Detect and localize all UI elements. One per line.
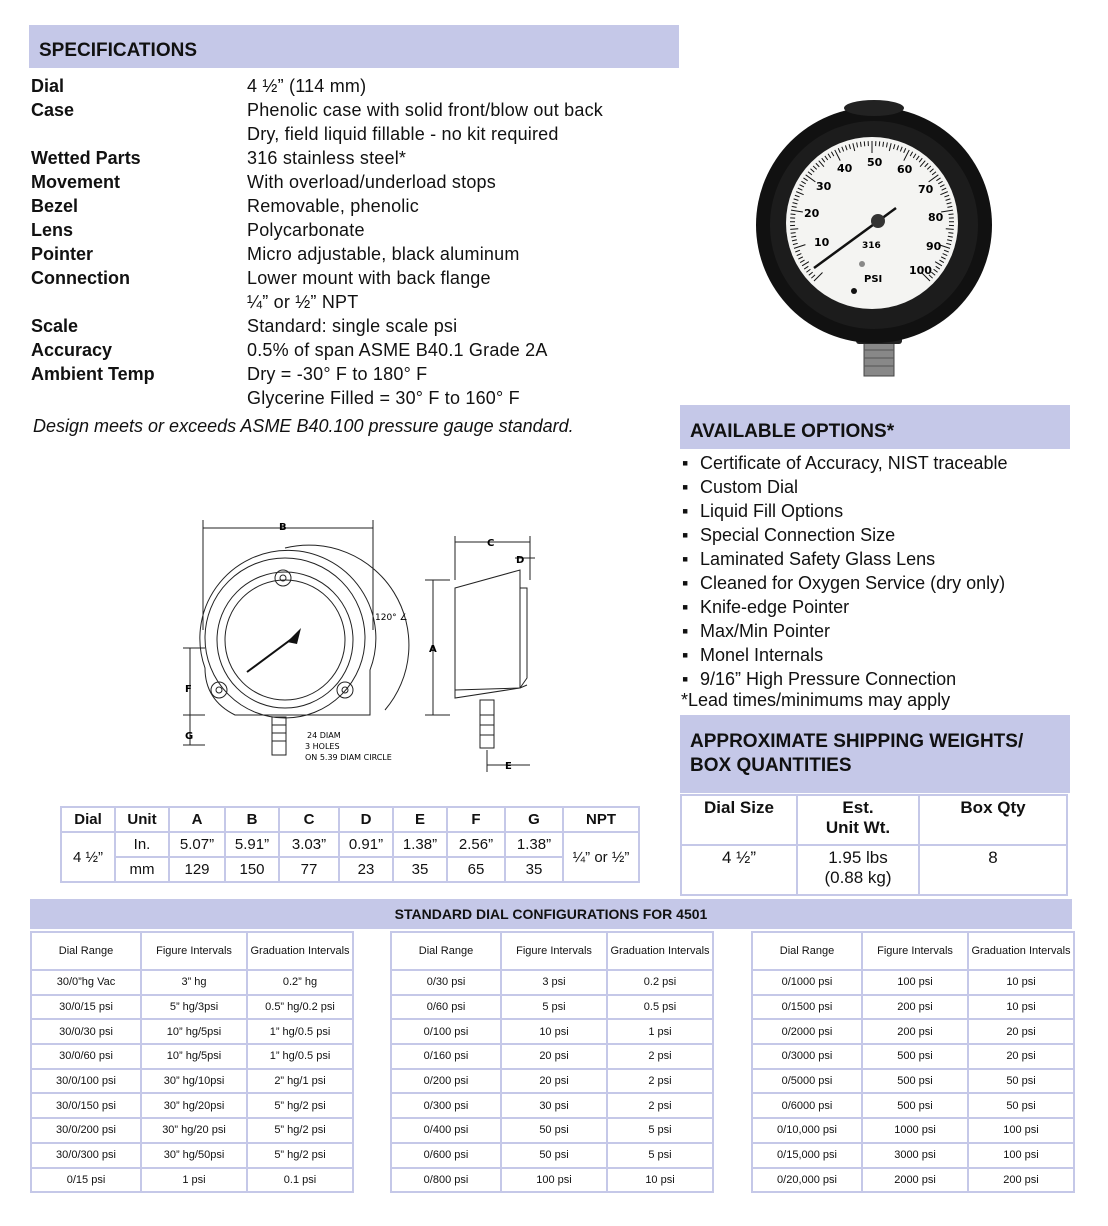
table-cell: 2 psi xyxy=(608,1070,712,1093)
spec-row: Case Phenolic case with solid front/blow out back xyxy=(31,100,603,120)
table-row xyxy=(32,1045,352,1068)
dimension-drawing xyxy=(175,510,555,780)
spec-row: Bezel Removable, phenolic xyxy=(31,196,419,216)
asme-note: Design meets or exceeds ASME B40.100 pressure gauge standard. xyxy=(33,416,574,436)
list-item: ▪ Custom Dial xyxy=(682,477,799,497)
table-header-row: Dial Range Figure Intervals Graduation Intervals xyxy=(32,933,352,969)
table-cell: 200 psi xyxy=(969,1169,1073,1192)
table-row: mm 129 150 77 23 35 65 35 xyxy=(62,858,638,881)
table-cell: 2 psi xyxy=(608,1045,712,1068)
table-row xyxy=(392,996,712,1019)
holes-line-2: 3 HOLES xyxy=(305,742,340,751)
specifications-list xyxy=(31,74,603,410)
table-row xyxy=(753,1094,1073,1117)
table-cell: 1” hg/0.5 psi xyxy=(248,1045,352,1068)
label-d: D xyxy=(516,555,525,566)
table-cell: 10 psi xyxy=(969,996,1073,1019)
table-cell: 2” hg/1 psi xyxy=(248,1070,352,1093)
table-cell: 50 psi xyxy=(502,1119,606,1142)
table-cell: 3000 psi xyxy=(863,1144,967,1167)
table-cell: 0/600 psi xyxy=(392,1144,500,1167)
spec-row: Scale Standard: single scale psi xyxy=(31,316,458,336)
table-row xyxy=(392,1020,712,1043)
configurations-title: STANDARD DIAL CONFIGURATIONS FOR 4501 xyxy=(30,899,1072,929)
bullet-icon: ▪ xyxy=(682,645,689,665)
table-cell: 0/15 psi xyxy=(32,1169,140,1192)
table-row xyxy=(32,1144,352,1167)
spec-row: Dry, field liquid fillable - no kit required xyxy=(247,124,559,144)
table-row: 4 ½” 1.95 lbs (0.88 kg) 8 xyxy=(682,846,1066,894)
label-g: G xyxy=(185,731,194,742)
table-cell: 10” hg/5psi xyxy=(142,1020,246,1043)
table-row xyxy=(32,1169,352,1192)
table-cell: 20 psi xyxy=(969,1045,1073,1068)
gauge-unit-text: PSI xyxy=(864,274,883,285)
gauge-tick-70: 70 xyxy=(918,183,934,196)
table-row xyxy=(32,1020,352,1043)
bullet-icon: ▪ xyxy=(682,549,689,569)
table-cell: 0.5 psi xyxy=(608,996,712,1019)
label-c: C xyxy=(487,538,495,549)
table-header-row: Dial Unit A B C D E F G NPT xyxy=(62,808,638,831)
table-row xyxy=(753,1070,1073,1093)
table-cell: 2 psi xyxy=(608,1094,712,1117)
table-cell: 1 psi xyxy=(608,1020,712,1043)
config-table-2 xyxy=(390,931,714,1193)
table-cell: 0/30 psi xyxy=(392,971,500,994)
table-cell: 0/1000 psi xyxy=(753,971,861,994)
table-row xyxy=(753,1045,1073,1068)
table-cell: 30/0/300 psi xyxy=(32,1144,140,1167)
bullet-icon: ▪ xyxy=(682,573,689,593)
table-row xyxy=(392,1169,712,1192)
table-cell: 0.2” hg xyxy=(248,971,352,994)
table-cell: 100 psi xyxy=(863,971,967,994)
table-row xyxy=(753,996,1073,1019)
label-e: E xyxy=(505,761,512,772)
table-cell: 200 psi xyxy=(863,1020,967,1043)
table-cell: 0/100 psi xyxy=(392,1020,500,1043)
table-cell: 0/800 psi xyxy=(392,1169,500,1192)
table-cell: 5” hg/3psi xyxy=(142,996,246,1019)
table-cell: 50 psi xyxy=(969,1070,1073,1093)
list-item: ▪ Knife-edge Pointer xyxy=(682,597,850,617)
table-cell: 5” hg/2 psi xyxy=(248,1144,352,1167)
gauge-tick-60: 60 xyxy=(897,163,913,176)
table-cell: 30 psi xyxy=(502,1094,606,1117)
gauge-center-text: 316 xyxy=(862,241,881,251)
dimensions-table xyxy=(60,806,640,883)
table-cell: 20 psi xyxy=(502,1045,606,1068)
gauge-tick-30: 30 xyxy=(816,180,832,193)
gauge-tick-20: 20 xyxy=(804,207,820,220)
table-cell: 30/0/200 psi xyxy=(32,1119,140,1142)
table-cell: 1000 psi xyxy=(863,1119,967,1142)
gauge-tick-10: 10 xyxy=(814,236,830,249)
table-cell: 0/160 psi xyxy=(392,1045,500,1068)
table-cell: 0/400 psi xyxy=(392,1119,500,1142)
list-item: ▪ Liquid Fill Options xyxy=(682,501,844,521)
table-cell: 20 psi xyxy=(969,1020,1073,1043)
table-cell: 30/0/100 psi xyxy=(32,1070,140,1093)
label-b: B xyxy=(279,522,287,533)
gauge-photo xyxy=(754,100,1004,380)
list-item: ▪ Certificate of Accuracy, NIST traceable xyxy=(682,453,1008,473)
table-cell: 30” hg/50psi xyxy=(142,1144,246,1167)
label-f: F xyxy=(185,684,192,695)
gauge-tick-100: 100 xyxy=(909,264,932,277)
options-heading: AVAILABLE OPTIONS* xyxy=(690,421,895,442)
list-item: ▪ Monel Internals xyxy=(682,645,824,665)
shipping-heading-2: BOX QUANTITIES xyxy=(690,755,852,776)
table-cell: 10 psi xyxy=(502,1020,606,1043)
table-cell: 5” hg/2 psi xyxy=(248,1119,352,1142)
bullet-icon: ▪ xyxy=(682,453,689,473)
table-cell: 30/0/15 psi xyxy=(32,996,140,1019)
spec-row: Connection Lower mount with back flange xyxy=(31,268,491,288)
table-cell: 0/20,000 psi xyxy=(753,1169,861,1192)
spec-row: Glycerine Filled = 30° F to 160° F xyxy=(247,388,520,408)
table-row xyxy=(392,1144,712,1167)
gauge-tick-80: 80 xyxy=(928,211,944,224)
options-list xyxy=(680,451,1007,691)
table-cell: 1” hg/0.5 psi xyxy=(248,1020,352,1043)
bullet-icon: ▪ xyxy=(682,525,689,545)
bullet-icon: ▪ xyxy=(682,477,689,497)
table-cell: 0.5” hg/0.2 psi xyxy=(248,996,352,1019)
table-row xyxy=(753,1020,1073,1043)
table-cell: 50 psi xyxy=(502,1144,606,1167)
table-cell: 30” hg/20psi xyxy=(142,1094,246,1117)
table-cell: 0/1500 psi xyxy=(753,996,861,1019)
specifications-heading: SPECIFICATIONS xyxy=(39,40,197,61)
table-cell: 0.2 psi xyxy=(608,971,712,994)
table-row xyxy=(392,971,712,994)
table-cell: 0/60 psi xyxy=(392,996,500,1019)
table-row xyxy=(753,1169,1073,1192)
shipping-heading-1: APPROXIMATE SHIPPING WEIGHTS/ xyxy=(690,731,1024,752)
table-cell: 3 psi xyxy=(502,971,606,994)
table-header-row: Dial Range Figure Intervals Graduation Intervals xyxy=(392,933,712,969)
table-cell: 500 psi xyxy=(863,1094,967,1117)
table-header-row: Dial Size Est. Unit Wt. Box Qty xyxy=(682,796,1066,844)
table-row xyxy=(32,1119,352,1142)
table-cell: 10 psi xyxy=(969,971,1073,994)
table-header-row: Dial Range Figure Intervals Graduation Intervals xyxy=(753,933,1073,969)
table-cell: 100 psi xyxy=(969,1144,1073,1167)
list-item: ▪ Laminated Safety Glass Lens xyxy=(682,549,936,569)
table-cell: 5” hg/2 psi xyxy=(248,1094,352,1117)
holes-line-1: 24 DIAM xyxy=(307,731,341,740)
label-a: A xyxy=(429,644,437,655)
table-row xyxy=(32,971,352,994)
table-cell: 5 psi xyxy=(608,1119,712,1142)
table-cell: 30” hg/10psi xyxy=(142,1070,246,1093)
table-cell: 0.1 psi xyxy=(248,1169,352,1192)
angle-label: 120° ∠ xyxy=(375,613,408,623)
table-row xyxy=(32,1070,352,1093)
list-item: ▪ Cleaned for Oxygen Service (dry only) xyxy=(682,573,1006,593)
options-note: *Lead times/minimums may apply xyxy=(681,690,951,710)
table-cell: 5 psi xyxy=(608,1144,712,1167)
table-cell: 0/6000 psi xyxy=(753,1094,861,1117)
table-cell: 0/15,000 psi xyxy=(753,1144,861,1167)
table-cell: 30/0”hg Vac xyxy=(32,971,140,994)
spec-row: Ambient Temp Dry = -30° F to 180° F xyxy=(31,364,428,384)
table-row xyxy=(753,971,1073,994)
table-cell: 2000 psi xyxy=(863,1169,967,1192)
shipping-table xyxy=(680,794,1068,896)
specifications-header xyxy=(29,25,679,68)
table-cell: 50 psi xyxy=(969,1094,1073,1117)
bullet-icon: ▪ xyxy=(682,501,689,521)
table-cell: 30/0/150 psi xyxy=(32,1094,140,1117)
list-item: ▪ Special Connection Size xyxy=(682,525,896,545)
table-cell: 0/2000 psi xyxy=(753,1020,861,1043)
table-cell: 5 psi xyxy=(502,996,606,1019)
list-item: ▪ Max/Min Pointer xyxy=(682,621,831,641)
table-cell: 0/200 psi xyxy=(392,1070,500,1093)
table-cell: 200 psi xyxy=(863,996,967,1019)
table-row xyxy=(392,1119,712,1142)
bullet-icon: ▪ xyxy=(682,621,689,641)
table-cell: 20 psi xyxy=(502,1070,606,1093)
gauge-tick-40: 40 xyxy=(837,162,853,175)
table-cell: 0/5000 psi xyxy=(753,1070,861,1093)
table-cell: 0/10,000 psi xyxy=(753,1119,861,1142)
spec-row: Pointer Micro adjustable, black aluminum xyxy=(31,244,520,264)
bullet-icon: ▪ xyxy=(682,669,689,689)
config-table-1 xyxy=(30,931,354,1193)
config-table-3 xyxy=(751,931,1075,1193)
table-row xyxy=(392,1045,712,1068)
table-row xyxy=(392,1070,712,1093)
spec-row: ¼” or ½” NPT xyxy=(247,292,359,312)
table-cell: 100 psi xyxy=(502,1169,606,1192)
spec-row: Dial 4 ½” (114 mm) xyxy=(31,76,367,96)
table-row xyxy=(32,1094,352,1117)
table-cell: 500 psi xyxy=(863,1070,967,1093)
table-cell: 3” hg xyxy=(142,971,246,994)
table-cell: 0/300 psi xyxy=(392,1094,500,1117)
table-cell: 10” hg/5psi xyxy=(142,1045,246,1068)
table-cell: 1 psi xyxy=(142,1169,246,1192)
spec-row: Wetted Parts 316 stainless steel* xyxy=(31,148,407,168)
holes-line-3: ON 5.39 DIAM CIRCLE xyxy=(305,753,392,762)
table-row xyxy=(392,1094,712,1117)
table-row xyxy=(753,1119,1073,1142)
table-cell: 0/3000 psi xyxy=(753,1045,861,1068)
gauge-hub xyxy=(871,214,885,228)
table-row xyxy=(32,996,352,1019)
spec-row: Movement With overload/underload stops xyxy=(31,172,496,192)
bullet-icon: ▪ xyxy=(682,597,689,617)
table-row: 4 ½” In. 5.07” 5.91” 3.03” 0.91” 1.38” 2.56” 1.38” ¼” or ½” xyxy=(62,833,638,856)
list-item: ▪ 9/16” High Pressure Connection xyxy=(682,669,957,689)
table-cell: 500 psi xyxy=(863,1045,967,1068)
table-row xyxy=(753,1144,1073,1167)
table-cell: 30/0/60 psi xyxy=(32,1045,140,1068)
table-cell: 30/0/30 psi xyxy=(32,1020,140,1043)
gauge-tick-90: 90 xyxy=(926,240,942,253)
options-header xyxy=(680,405,1070,449)
table-cell: 30” hg/20 psi xyxy=(142,1119,246,1142)
table-cell: 100 psi xyxy=(969,1119,1073,1142)
gauge-tick-50: 50 xyxy=(867,156,883,169)
spec-row: Accuracy 0.5% of span ASME B40.1 Grade 2A xyxy=(31,340,548,360)
spec-row: Lens Polycarbonate xyxy=(31,220,365,240)
shipping-header xyxy=(680,715,1070,793)
table-cell: 10 psi xyxy=(608,1169,712,1192)
